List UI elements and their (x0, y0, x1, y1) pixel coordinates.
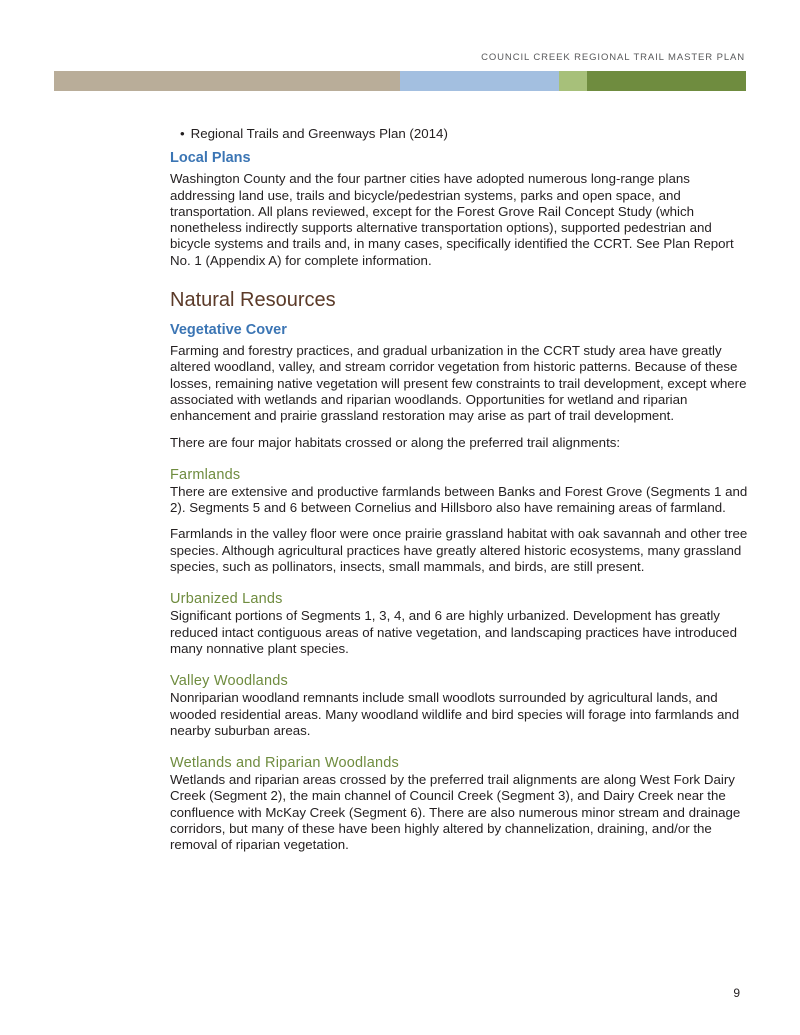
bullet-text: Regional Trails and Greenways Plan (2014) (190, 126, 448, 141)
color-bar-blue-segment (400, 71, 559, 91)
valley-woodlands-heading: Valley Woodlands (170, 673, 288, 690)
natural-resources-heading: Natural Resources (170, 289, 336, 312)
bullet-list-item (180, 126, 750, 142)
color-bar-green-segment (587, 71, 746, 91)
document-header-title: COUNCIL CREEK REGIONAL TRAIL MASTER PLAN (481, 52, 745, 63)
color-bar-lime-segment (559, 71, 587, 91)
local-plans-paragraph: Washington County and the four partner cities have adopted numerous long-range plans addressing land use, trails and bicycle/pedestrian systems, parks and open space, and transportation. All plans reviewed, except for the Forest Grove Rail Concept Study (which nonetheless indirectly supports alternative transportation options), supported pedestrian and bicycle systems and trails and, in many cases, specifically identified the CCRT. See Plan Report No. 1 (Appendix A) for complete information. (170, 171, 734, 268)
valley-woodlands-paragraph: Nonriparian woodland remnants include small woodlots surrounded by agricultural lands, and wooded residential areas. Many woodland wildlife and bird species will forage into farmlands and nearby suburban areas. (170, 690, 740, 738)
wetlands-paragraph: Wetlands and riparian areas crossed by the preferred trail alignments are along West Fork Dairy Creek (Segment 2), the main channel of Council Creek (Segment 3), and Dairy Creek near the confluence with McKay Creek (Segment 6). There are also numerous minor stream and drainage corridors, but many of these have been highly altered by channelization, draining, and/or the removal of riparian vegetation. (170, 772, 741, 853)
color-bar-tan-segment (54, 71, 400, 91)
vegetative-cover-paragraph-2: There are four major habitats crossed or along the preferred trail alignments: (170, 434, 621, 450)
farmlands-heading: Farmlands (170, 466, 241, 483)
wetlands-heading: Wetlands and Riparian Woodlands (170, 755, 399, 772)
urbanized-lands-paragraph: Significant portions of Segments 1, 3, 4, and 6 are highly urbanized. Development has greatly reduced intact contiguous areas of native vegetation, and landscaping practices have introduced many nonnative plant species. (170, 608, 737, 656)
vegetative-cover-paragraph-1: Farming and forestry practices, and gradual urbanization in the CCRT study area have greatly altered woodland, valley, and stream corridor vegetation from historic patterns. Because of these losses, remaining native vegetation will present few constraints to trail development, except where associated with wetlands and riparian woodlands. Opportunities for wetland and riparian enhancement and prairie grassland restoration may arise as part of trail development. (170, 343, 747, 424)
header-color-bar (54, 71, 746, 91)
page-number: 9 (733, 986, 740, 1000)
bullet-dot: • (180, 126, 185, 141)
vegetative-cover-heading: Vegetative Cover (170, 322, 287, 339)
local-plans-heading: Local Plans (170, 150, 251, 167)
main-content (170, 126, 750, 864)
farmlands-paragraph-2: Farmlands in the valley floor were once prairie grassland habitat with oak savannah and other tree species. Although agricultural practices have greatly altered historic ecosystems, many grassland species, such as pollinators, insects, small mammals, and birds, are still present. (170, 526, 748, 575)
farmlands-paragraph-1: There are extensive and productive farmlands between Banks and Forest Grove (Segments 1 and 2). Segments 5 and 6 between Cornelius and Hillsboro also have remaining areas of farmland. (170, 483, 748, 516)
urbanized-lands-heading: Urbanized Lands (170, 591, 283, 608)
